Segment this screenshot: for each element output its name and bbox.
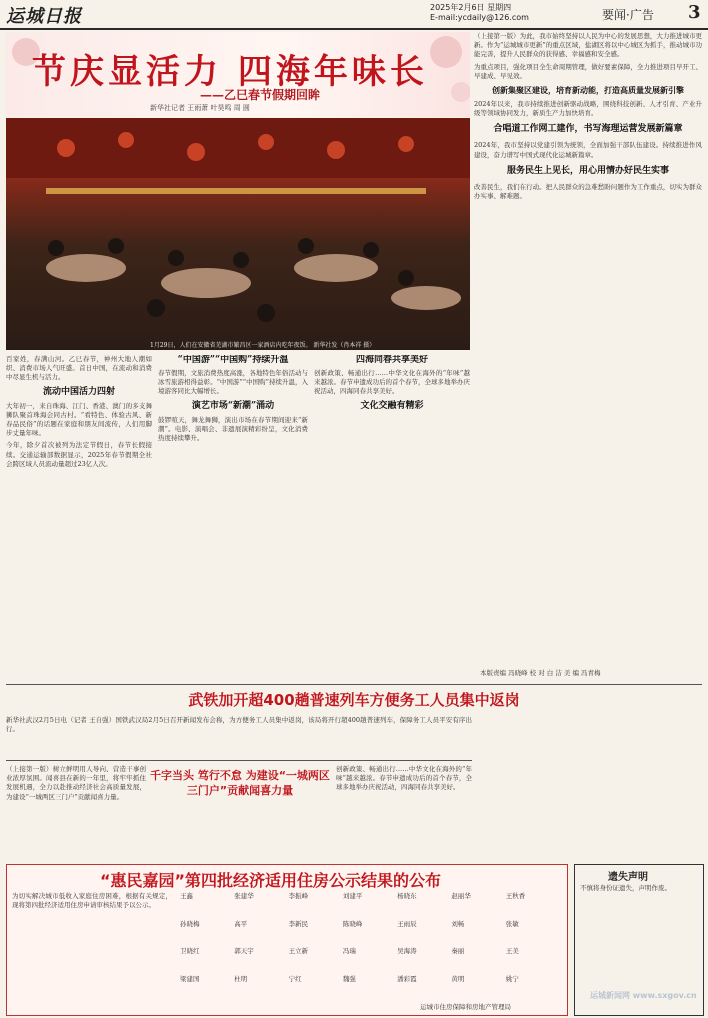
right-paragraph: （上接第一版）为此，我市始终坚持以人民为中心的发展思想，大力推进城市更新。作为“运城城市更新”的重点区域，盐湖区将以中心城区为抓手，推动城市功能完善，提升人民群众的获得感、幸福感和安全感。 — [474, 32, 702, 59]
divider — [6, 684, 702, 685]
applicant-name: 潘彩霞 — [397, 974, 417, 983]
applicant-name: 杜明 — [234, 974, 248, 983]
new-year-dinner-photo — [6, 118, 470, 350]
date-line: 2025年2月6日 星期四 — [430, 3, 512, 12]
applicant-name: 郭天宇 — [234, 947, 254, 955]
lead-story-column-1 — [6, 355, 152, 680]
wenxi-headline: 千字当头 笃行不怠 为建设“一城两区三门户”贡献闻喜力量 — [150, 769, 330, 797]
right-section-head: 合唱道工作网工建作，书写海理运营发展新篇章 — [493, 124, 683, 135]
lead-story-column-3 — [314, 355, 470, 680]
applicant-name: 王立新 — [288, 947, 309, 955]
lead-story-column-2 — [158, 355, 308, 680]
divider — [6, 760, 472, 761]
applicant-name: 宁红 — [288, 974, 302, 983]
applicant-name: 秦丽 — [451, 947, 465, 955]
page-category: 要闻·广告 — [602, 8, 654, 22]
applicant-name: 刘建平 — [342, 892, 363, 900]
applicant-name: 杨晓东 — [397, 892, 417, 900]
right-paragraph: 为重点项目，强化项目全生命周期管理，做好要素保障，全力推进项目早开工、早建成、早见效。 — [474, 62, 702, 80]
lead-intro: 百家姓，春满山河。乙巳春节，神州大地人潮如织、消费市场人气旺盛。首日中国，在流动和消费中尽显生机与活力。 — [6, 355, 152, 382]
section-head-performance: 演艺市场“新潮”涌动 — [191, 400, 275, 411]
lead-paragraph: 春节假期，文旅消费热度高涨，各地特色年俗活动与冰雪旅游相得益彰。“中国游”“中国购”持续升温，入境游客同比大幅增长。 — [158, 369, 308, 396]
email-line: E-mail:ycdaily@126.com — [430, 13, 529, 22]
loss-notice-body: 不慎将身份证遗失，声明作废。 — [580, 884, 671, 892]
applicant-name: 刘畅 — [451, 919, 465, 928]
right-section-head: 服务民生上见长，用心用情办好民生实事 — [506, 165, 669, 176]
applicant-name: 梁建国 — [180, 974, 200, 983]
applicant-name: 李新民 — [288, 919, 309, 928]
wenxi-story-body: （上接第一版）树立鲜明用人导向、营造干事创业浓厚氛围。闻喜县在新的一年里，将牢牢抓住发展机遇，全力以赴推动经济社会高质量发展，为建设“一城两区三门户”贡献闻喜力量。 — [6, 765, 146, 801]
section-head-flow: 流动中国活力四射 — [42, 386, 115, 397]
lead-story-subtitle: ——乙巳春节假期回眸 — [200, 88, 321, 102]
applicant-name-grid — [180, 892, 560, 1002]
section-head-consumption: “中国游”“中国购”持续升温 — [177, 355, 289, 365]
lead-paragraph: 创新政策、畅通出行……中华文化在海外的“年味”越来越浓。春节申遗成功后的首个春节，全球多地举办庆祝活动，四海同春共享美好。 — [314, 369, 470, 396]
right-paragraph: 2024年，我市坚持以党建引领为统领，全面加强干部队伍建设。持续推进作风建设，奋力谱写中国式现代化运城新篇章。 — [474, 141, 702, 159]
applicant-name: 孙晓梅 — [180, 919, 200, 928]
housing-announcement-intro: 为切实解决城市低收入家庭住房困难，根据有关规定，现将第四批经济适用住房申请审核结果予以公示。 — [12, 892, 172, 910]
applicant-name: 王鑫 — [180, 892, 193, 900]
photo-illustration — [6, 118, 470, 350]
issue-date — [430, 3, 529, 23]
lead-story-byline: 新华社记者 王雨萧 叶昊鸣 周 圆 — [150, 104, 250, 112]
applicant-name: 冯瑞 — [342, 947, 356, 955]
applicant-name: 王美 — [505, 947, 519, 955]
right-column-story — [474, 32, 702, 680]
applicant-name: 王秋香 — [505, 892, 526, 900]
editor-credits: 本版责编 冯晓峰 校 对 白 洁 美 编 冯青梅 — [480, 669, 601, 677]
applicant-name: 李振峰 — [288, 892, 309, 900]
photo-caption: 1月29日，人们在安徽省芜湖市繁昌区一家酒店内吃年夜饭。 新华社发（肖本祥 摄） — [150, 342, 376, 349]
housing-announcement-title: “惠民嘉园”第四批经济适用住房公示结果的公布 — [100, 871, 442, 890]
applicant-name: 姚宁 — [505, 974, 519, 983]
applicant-name: 陈晓峰 — [342, 919, 363, 928]
railway-headline: 武铁加开超400趟普速列车方便务工人员集中返岗 — [188, 691, 520, 709]
loss-notice-title: 遗失声明 — [608, 872, 648, 883]
applicant-name: 张建华 — [234, 892, 254, 900]
right-paragraph: 2024年以来，我市持续推进创新驱动战略，围绕科技创新、人才引育、产业升级等领域协同发力，新质生产力加快培育。 — [474, 100, 702, 118]
section-head-global: 四海同春共享美好 — [355, 355, 428, 365]
applicant-name: 张敏 — [505, 919, 519, 928]
newspaper-logo: 运城日报 — [6, 6, 82, 27]
applicant-name: 黄明 — [451, 974, 465, 983]
applicant-name: 高平 — [234, 919, 248, 928]
wenxi-story-cont: 创新政策、畅通出行……中华文化在海外的“年味”越来越浓。春节申遗成功后的首个春节，全球多地举办庆祝活动，四海同春共享美好。 — [336, 765, 472, 792]
applicant-name: 赵丽华 — [451, 892, 471, 900]
right-subhead: 创新集聚区建设，培育新动能，打造高质量发展新引擎 — [492, 85, 684, 96]
page-number: 3 — [688, 2, 701, 23]
lead-paragraph: 大年初一，来自珠海、江门、香港、澳门的多支舞狮队聚首珠海会同古村。“看特色、体验古风、新春品民俗”的话题在家庭和朋友间流传，人们用脚步丈量年味。 — [6, 401, 152, 438]
applicant-name: 魏强 — [342, 974, 356, 983]
site-watermark: 运城新闻网 www.sxgov.cn — [590, 991, 697, 1000]
applicant-name: 吴海涛 — [397, 947, 417, 955]
lead-paragraph: 今年，除夕首次被列为法定节假日，春节长假接续。交通运输部数据显示，2025年春节假期全社会跨区域人员流动量超过23亿人次。 — [6, 441, 152, 468]
right-paragraph: 改善民生，我们在行动。把人民群众的急难愁盼问题作为工作重点，切实为群众办实事、解难题。 — [474, 182, 702, 201]
lead-story-title: 节庆显活力 四海年味长 — [32, 52, 428, 92]
applicant-name: 卫晓红 — [180, 947, 200, 955]
housing-announcement-issuer: 运城市住房保障和房地产管理局 — [420, 1003, 511, 1011]
railway-story-body: 新华社武汉2月5日电（记者 王自强）国铁武汉局2月5日召开新闻发布会称，为方便务工人员集中返岗，该局将开行超400趟普速列车，保障务工人员平安有序出行。 — [6, 716, 472, 734]
section-head-culture: 文化交融有精彩 — [360, 400, 424, 411]
applicant-name: 王雨辰 — [397, 919, 417, 928]
lead-paragraph: 鼓锣喧天，舞龙舞狮，演出市场在春节期间迎来“新潮”。电影、演唱会、非遗展演精彩纷呈，文化消费热度持续攀升。 — [158, 415, 308, 443]
